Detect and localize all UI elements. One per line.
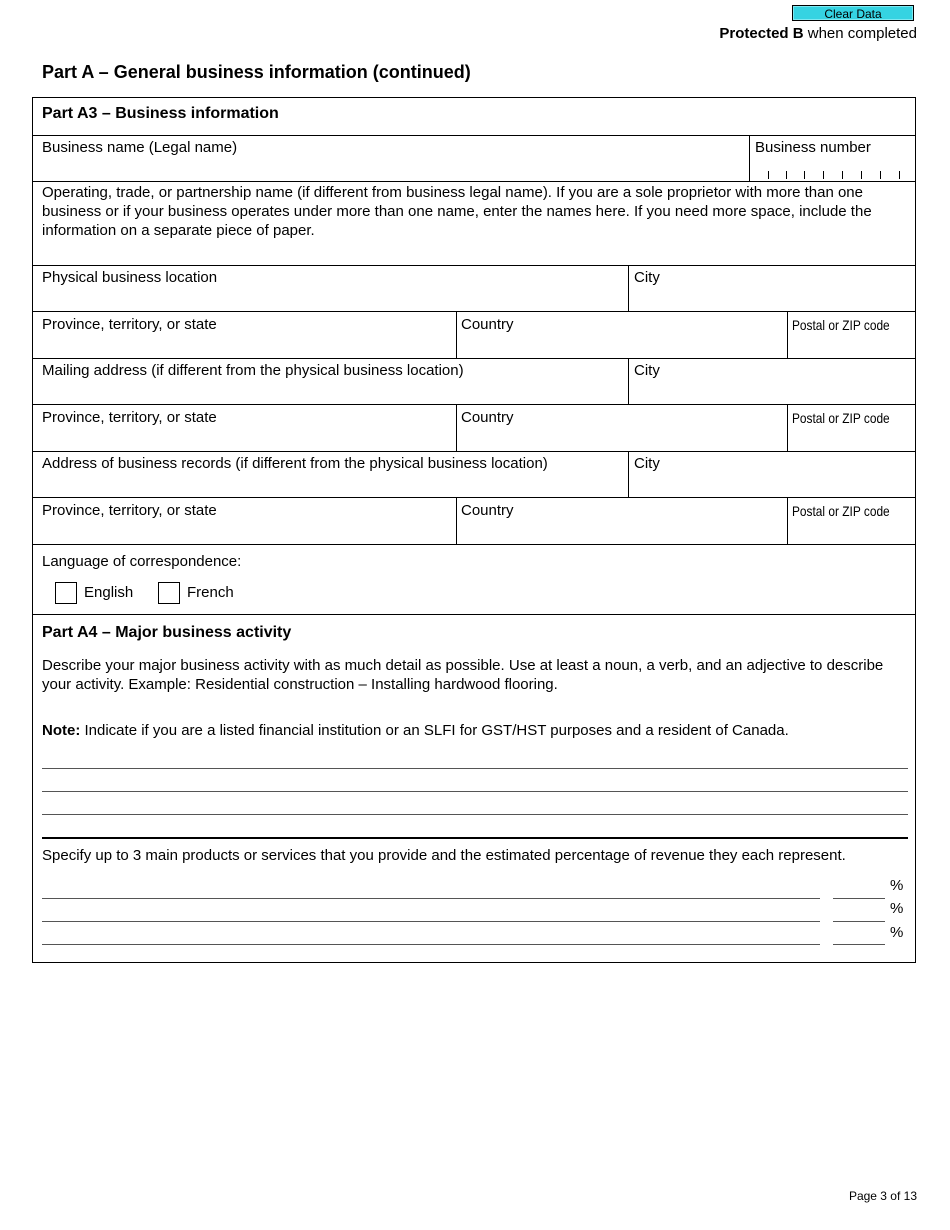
page-number: Page 3 of 13: [848, 1189, 917, 1203]
activity-line-2[interactable]: [42, 791, 908, 792]
divider: [33, 358, 916, 359]
business-name-input[interactable]: [34, 158, 748, 180]
clear-data-button[interactable]: Clear Data: [792, 5, 914, 21]
note-text: [42, 721, 912, 740]
divider: [787, 404, 788, 451]
records-address-input[interactable]: [34, 474, 626, 496]
divider: [749, 135, 750, 181]
protected-b-label: Protected B: [719, 25, 804, 42]
mailing-city-input[interactable]: [630, 381, 914, 403]
mailing-city-label: City: [634, 362, 660, 379]
note-bold: Note:: [42, 722, 81, 739]
divider: [787, 497, 788, 544]
mailing-province-label: Province, territory, or state: [42, 409, 217, 426]
french-label: French: [187, 584, 234, 601]
records-address-label: Address of business records (if different from the physical business location): [42, 455, 548, 472]
activity-description: Describe your major business activity with as much detail as possible. Use at least a noun, a verb, and an adjective to describe your activity. Example: Residential construction – Installing hardwood flooring.: [42, 657, 884, 693]
protected-rest-label: when completed: [803, 25, 917, 42]
physical-province-input[interactable]: [34, 335, 454, 357]
part-a3-title: Part A3 – Business information: [42, 105, 279, 122]
physical-location-input[interactable]: [34, 288, 626, 310]
physical-country-label: Country: [461, 316, 514, 333]
english-checkbox[interactable]: [55, 582, 77, 604]
mailing-address-input[interactable]: [34, 381, 626, 403]
note-rest: Indicate if you are a listed financial institution or an SLFI for GST/HST purposes and a resident of Canada.: [80, 722, 789, 739]
mailing-country-input[interactable]: [458, 428, 785, 450]
mailing-address-label: Mailing address (if different from the physical business location): [42, 362, 464, 379]
operating-name-label: Operating, trade, or partnership name (if different from business legal name). If you are a sole proprietor with more than one business or if your business operates under more than one name, enter the names here. If you need more space, include the information on a separate piece of paper.: [42, 184, 872, 239]
physical-postal-label: Postal or ZIP code: [792, 317, 890, 333]
divider: [42, 837, 908, 839]
percent-input-1[interactable]: [833, 898, 885, 899]
physical-province-label: Province, territory, or state: [42, 316, 217, 333]
activity-line-1[interactable]: [42, 768, 908, 769]
divider: [33, 265, 916, 266]
language-label: Language of correspondence:: [42, 553, 242, 570]
records-country-input[interactable]: [458, 521, 785, 543]
records-city-label: City: [634, 455, 660, 472]
physical-city-label: City: [634, 269, 660, 286]
mailing-postal-label: Postal or ZIP code: [792, 410, 890, 426]
page-title: Part A – General business information (continued): [42, 62, 471, 82]
divider: [628, 265, 629, 311]
divider: [33, 451, 916, 452]
protected-notice: [719, 25, 917, 42]
divider: [33, 181, 916, 182]
records-province-label: Province, territory, or state: [42, 502, 217, 519]
part-a4-title: Part A4 – Major business activity: [42, 624, 292, 641]
divider: [33, 544, 916, 545]
specify-label: Specify up to 3 main products or services that you provide and the estimated percentage of revenue they each represent.: [42, 847, 846, 864]
french-checkbox[interactable]: [158, 582, 180, 604]
divider: [33, 311, 916, 312]
product-input-1[interactable]: [42, 898, 820, 899]
divider: [456, 311, 457, 358]
physical-location-label: Physical business location: [42, 269, 218, 286]
divider: [456, 497, 457, 544]
records-postal-input[interactable]: [789, 521, 914, 543]
divider: [33, 614, 916, 615]
percent-sign-1: %: [890, 877, 904, 894]
divider: [628, 451, 629, 497]
product-input-3[interactable]: [42, 944, 820, 945]
mailing-postal-input[interactable]: [789, 428, 914, 450]
divider: [33, 135, 916, 136]
product-input-2[interactable]: [42, 921, 820, 922]
records-province-input[interactable]: [34, 521, 454, 543]
divider: [456, 404, 457, 451]
divider: [628, 358, 629, 404]
percent-input-3[interactable]: [833, 944, 885, 945]
divider: [787, 311, 788, 358]
business-number-label: Business number: [755, 139, 871, 156]
records-postal-label: Postal or ZIP code: [792, 503, 890, 519]
mailing-province-input[interactable]: [34, 428, 454, 450]
percent-sign-2: %: [890, 900, 904, 917]
percent-sign-3: %: [890, 924, 904, 941]
physical-city-input[interactable]: [630, 288, 914, 310]
mailing-country-label: Country: [461, 409, 514, 426]
activity-line-3[interactable]: [42, 814, 908, 815]
english-label: English: [84, 584, 134, 601]
divider: [33, 497, 916, 498]
business-number-input[interactable]: [752, 160, 914, 180]
operating-name-input[interactable]: [34, 241, 914, 263]
business-name-label: Business name (Legal name): [42, 139, 238, 156]
physical-country-input[interactable]: [458, 335, 785, 357]
divider: [33, 404, 916, 405]
physical-postal-input[interactable]: [789, 335, 914, 357]
records-country-label: Country: [461, 502, 514, 519]
percent-input-2[interactable]: [833, 921, 885, 922]
records-city-input[interactable]: [630, 474, 914, 496]
